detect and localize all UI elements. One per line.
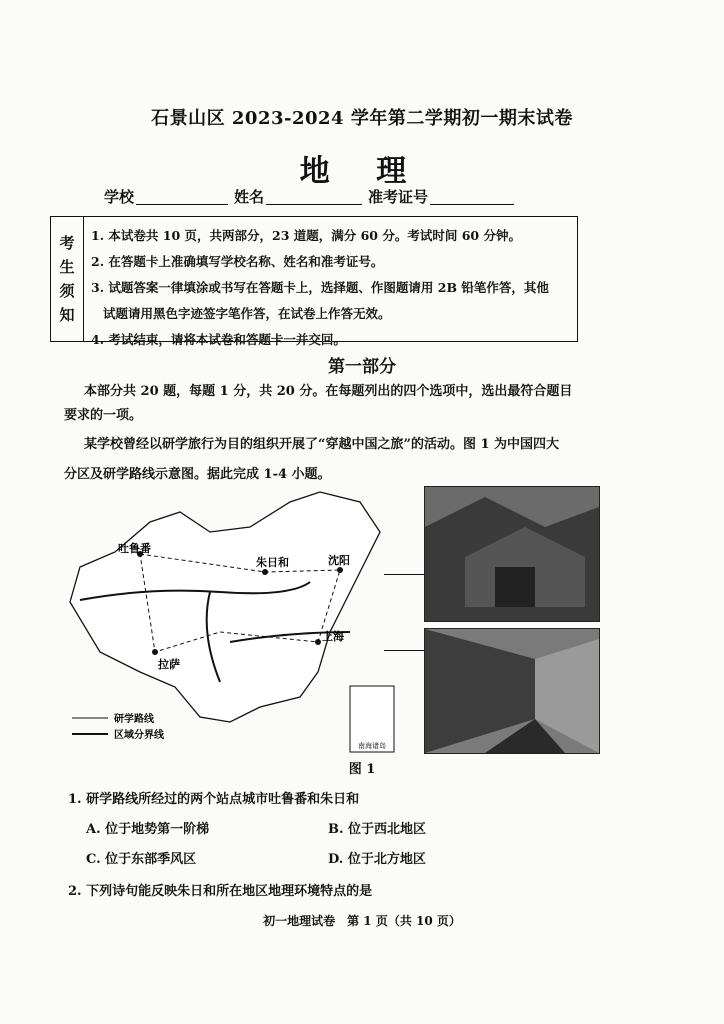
question-1-stem: 1. 研学路线所经过的两个站点城市吐鲁番和朱日和: [68, 792, 360, 807]
notice-item: 试题请用黑色字迹签字笔作答，在试卷上作答无效。: [103, 306, 391, 321]
notice-item: 3. 试题答案一律填涂或书写在答题卡上，选择题、作图题请用 2B 铅笔作答，其他: [91, 280, 549, 295]
city-turpan: 吐鲁番: [118, 542, 151, 555]
figure-caption: 图 1: [348, 762, 376, 777]
city-lhasa: 拉萨: [158, 658, 180, 671]
student-info-fields: [104, 186, 520, 207]
name-label: 姓名: [234, 188, 265, 206]
question-1-option-b: B. 位于西北地区: [328, 822, 427, 837]
page-footer: 初一地理试卷 第 1 页（共 10 页）: [263, 914, 461, 928]
zhurihe-marker: [262, 569, 268, 575]
pointer-line: [384, 650, 424, 651]
city-zhurihe: 朱日和: [256, 556, 289, 569]
legend-route-label: 研学路线: [114, 714, 154, 725]
question-context: 某学校曾经以研学旅行为目的组织开展了“穿越中国之旅”的活动。图 1 为中国四大 分区及研学路线示意图。据此完成 1-4 小题。: [64, 437, 560, 482]
notice-label: 考 生 须 知: [51, 217, 84, 341]
legend-boundary-label: 区域分界线: [114, 730, 164, 741]
question-2-stem: 2. 下列诗句能反映朱日和所在地区地理环境特点的是: [68, 884, 373, 899]
question-1-option-c: C. 位于东部季风区: [86, 852, 197, 867]
china-map: [60, 482, 416, 764]
school-blank: [136, 190, 228, 205]
subject-title: 地 理: [299, 154, 425, 189]
exam-id-label: 准考证号: [368, 188, 429, 206]
question-1-option-a: A. 位于地势第一阶梯: [86, 822, 210, 837]
inset-label: 南海诸岛: [358, 742, 386, 750]
name-blank: [266, 190, 362, 205]
notice-item: 4. 考试结束，请将本试卷和答题卡一并交回。: [91, 332, 346, 347]
part-intro: 本部分共 20 题，每题 1 分，共 20 分。在每题列出的四个选项中，选出最符合题目 要求的一项。: [64, 384, 573, 423]
lhasa-marker: [152, 649, 158, 655]
notice-item: 1. 本试卷共 10 页，共两部分，23 道题，满分 60 分。考试时间 60 分钟。: [91, 228, 521, 243]
city-shenyang: 沈阳: [328, 554, 350, 567]
notice-items: [91, 223, 571, 353]
shenyang-marker: [337, 567, 343, 573]
pointer-line: [384, 574, 424, 575]
candidate-notice-box: [50, 216, 578, 347]
exam-title: 石景山区 2023-2024 学年第二学期初一期末试卷: [151, 108, 573, 129]
china-outline: [70, 492, 380, 722]
city-shanghai: 上海: [322, 630, 344, 643]
part-heading: 第一部分: [328, 357, 396, 377]
notice-item: 2. 在答题卡上准确填写学校名称、姓名和准考证号。: [91, 254, 384, 269]
shanghai-marker: [315, 639, 321, 645]
exam-id-blank: [430, 190, 514, 205]
question-1-option-d: D. 位于北方地区: [328, 852, 426, 867]
school-label: 学校: [104, 188, 135, 206]
photo-rooftops: [424, 486, 600, 622]
photo-canal-street: [424, 628, 600, 754]
